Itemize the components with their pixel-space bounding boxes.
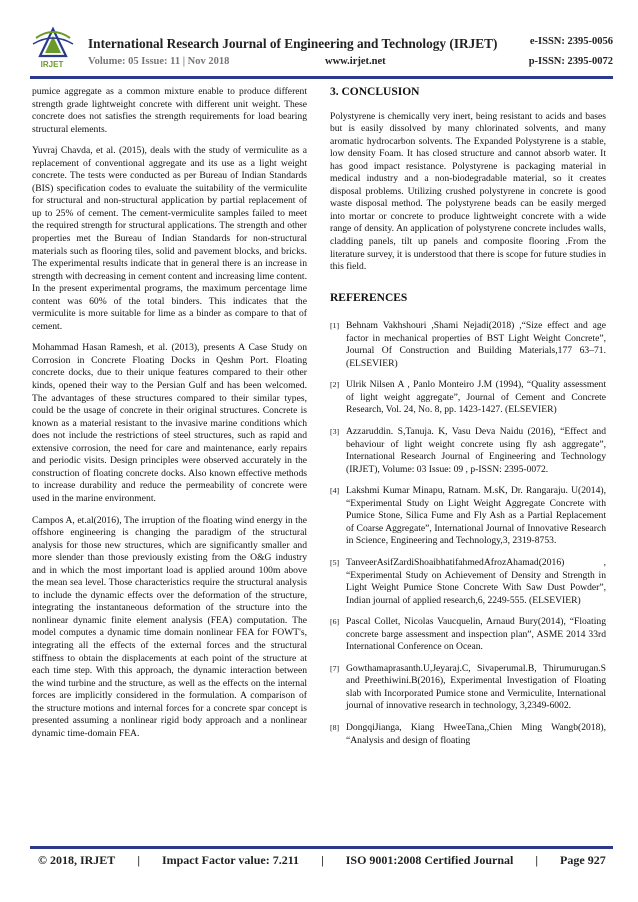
reference-item [330, 557, 606, 607]
reference-item [330, 485, 606, 548]
body-paragraph: Campos A, et.al(2016), The irruption of the floating wind energy in the offshore engineering is changing the paradigm of the structural analysis for those new structures, which are significantly smaller and more slender than those previously existing from the O&G industry and in which the most important load is applied around 100m above the mean sea level. Those characteristics require the structural analysis to include the dynamic effects over the deformation of the structure, integrating the instantaneous deformation of the structure into the nonlinear dynamic finite element analysis (FEA) computation. The model computes a dynamic time domain nonlinear FEA for FOWT's, integrating all the effects of the external forces and the structural stiffness to obtain the displacements at each point of the structure at each time step. With this approach, the dynamic interaction between the wind turbine and the structure, as well as the effects on the internal forces are implicitly considered in the formulation. A comparison of the structure motions and internal forces for a concrete spar concept is presented assuming a nonlinear rigid body approach and a nonlinear dynamic time-domain FEA. [32, 514, 307, 739]
page-footer [38, 853, 608, 868]
irjet-logo-icon [30, 26, 76, 62]
reference-text: Pascal Collet, Nicolas Vaucquelin, Arnaud Bury(2014), “Floating concrete barge assessment and inspection plan”, ASME 2014 33rd International Conference on Ocean. [346, 616, 606, 653]
reference-item [330, 320, 606, 370]
reference-item [330, 379, 606, 417]
footer-page-number: Page 927 [560, 853, 606, 867]
footer-separator: | [535, 853, 539, 867]
footer-impact-factor: Impact Factor value: 7.211 [161, 853, 300, 867]
body-paragraph: pumice aggregate as a common mixture enable to produce different strength grade lightweight concrete with different unit weight. These concrete does not satisfies the strength requirements for load bearing structural elements. [32, 86, 307, 135]
header-divider [30, 76, 613, 79]
reference-item [330, 426, 606, 476]
footer-separator: | [137, 853, 140, 867]
footer-iso: ISO 9001:2008 Certified Journal [345, 853, 514, 867]
reference-text: Ulrik Nilsen A , Panlo Monteiro J.M (1994), “Quality assessment of light weight aggregate”, Journal of Cement and Concrete Research, Vol. 24, No. 8, pp. 1423-1427. (ELSEVIER) [346, 379, 606, 416]
reference-number: [8] [330, 722, 340, 732]
page-header [30, 26, 613, 74]
reference-number: [2] [330, 380, 340, 390]
conclusion-heading: 3. CONCLUSION [330, 86, 420, 98]
reference-number: [4] [330, 486, 340, 496]
reference-number: [5] [330, 557, 340, 567]
e-issn: e-ISSN: 2395-0056 [529, 36, 613, 47]
reference-item [330, 722, 606, 747]
reference-text: Behnam Vakhshouri ,Shami Nejadi(2018) ,“Size effect and age factor in mechanical properties of BST Light Weight Concrete”, Journal Of Construction and Building Materials,177 63–71. (ELSEVIER) [346, 320, 606, 369]
reference-text: Azzaruddin. S,Tanuja. K, Vasu Deva Naidu (2016), “Effect and behaviour of light weight concrete using fly ash aggregate”, International Research Journal of Engineering and Technology (IRJET), Volume: 03 Issue: 09 , p-ISSN: 2395-0072. [346, 426, 606, 475]
p-issn: p-ISSN: 2395-0072 [528, 56, 613, 67]
journal-title: International Research Journal of Engineering and Technology (IRJET) [88, 36, 498, 51]
right-column [330, 86, 606, 756]
reference-text: TanveerAsifZardiShoaibhatifahmedAfrozAhamad(2016) , “Experimental Study on Achievement of Density and Strength in Light Weight Pumice Stone Concrete With Saw Dust Powder”, Indian journal of applied research,6, 2249-555. (ELSEVIER) [346, 556, 606, 606]
reference-number: [3] [330, 427, 340, 437]
journal-website-link[interactable]: www.irjet.net [325, 56, 386, 67]
irjet-logo [30, 26, 76, 72]
volume-issue: Volume: 05 Issue: 11 | Nov 2018 [88, 56, 230, 67]
reference-number: [1] [330, 321, 340, 331]
reference-number: [6] [330, 617, 340, 627]
body-paragraph: Mohammad Hasan Ramesh, et al. (2013), presents A Case Study on Corrosion in Concrete Floating Docks in Qeshm Port. Floating concrete docks, due to their unique features compared to their other kinds, opened their way to the Persian Gulf and has been welcomed. The advantages of these structures compared to their similar types, could be the usage of concrete in their original structures. Concrete is known as a material resistant to the invasive marine conditions which does not include the restrictions of steel structures, such as rapid and extensive corrosion, the need for care and maintenance, early repairs and periodic visits. Design principles were observed accurately in the construction of floating concrete docks. Also known effective methods to increase durability and reduce the permeability of concrete were used in the marine environment. [32, 342, 307, 504]
footer-copyright: © 2018, IRJET [38, 853, 116, 867]
footer-separator: | [321, 853, 324, 867]
footer-divider [30, 846, 613, 849]
body-paragraph: Yuvraj Chavda, et al. (2015), deals with the study of vermiculite as a replacement of conventional aggregate and its use as a light weight concrete. The tests were conducted as per Bureau of Indian Standards (BIS) specification codes to evaluate the suitability of the vermiculite for structural and non-structural application by partial replacement of up to 25% of cement. The cement-vermiculite samples failed to meet the required strength for structural applications. The strength and other properties met the Bureau of Indian Standards for non-structural materials such as flooring tiles, solid and pavement blocks, and bricks. The experimental results indicate that in general there is an increase in strength with decreasing in cement content and increasing lime content. In the present experimental programs, the maximum percentage lime content was 60% of the total binders. This indicates that the vermiculite is more suitable for lime as a binder as compare to that of cement. [32, 145, 307, 332]
reference-item [330, 616, 606, 654]
references-heading: REFERENCES [330, 291, 408, 304]
reference-text: Gowthamaprasanth.U,Jeyaraj.C, Sivaperumal.B, Thirumurugan.S and Preethiwini.B(2016), Experimental Investigation of Floating slab with Incorporated Pumice stone and Vermiculite, International journal of innovative research in technology, 3,2349-6002. [346, 662, 606, 712]
reference-text: DongqiJianga, Kiang HweeTana,,Chien Ming Wangb(2018), “Analysis and design of floating [346, 721, 606, 746]
conclusion-paragraph: Polystyrene is chemically very inert, being resistant to acids and bases but is easily dissolved by many chlorinated solvents, and many aromatic hydrocarbon solvents. The Expanded Polystyrene is a stable, low density Foam. It has closed structure and cannot absorb water. It has good impact resistance. Polystyrene is packaging material in medical industry and a non-biodegradable material, so it creates disposal problems. Utilizing crushed polystyrene in concrete is good waste disposal method. The polystyrene beads can be easily merged into mortar or concrete to produce lightweight concrete with a wide range of density. An application of polystyrene concrete includes walls, cladding panels, tilt up panels and composite flooring .From the literature survey, it is understood that there is scope for future studies in this field. [330, 110, 606, 273]
reference-item [330, 663, 606, 713]
reference-number: [7] [330, 663, 340, 673]
left-column [32, 86, 307, 749]
reference-text: Lakshmi Kumar Minapu, Ratnam. M.sK, Dr. Rangaraju. U(2014), “Experimental Study on Light Weight Aggregate Concrete with Pumice Stone, Silica Fume and Fly Ash as a Partial Replacement of Coarse Aggregate”, International Journal of Innovative Research in Science, Engineering and Technology,3, 2319-8753. [346, 485, 606, 547]
logo-text: IRJET [40, 60, 64, 69]
